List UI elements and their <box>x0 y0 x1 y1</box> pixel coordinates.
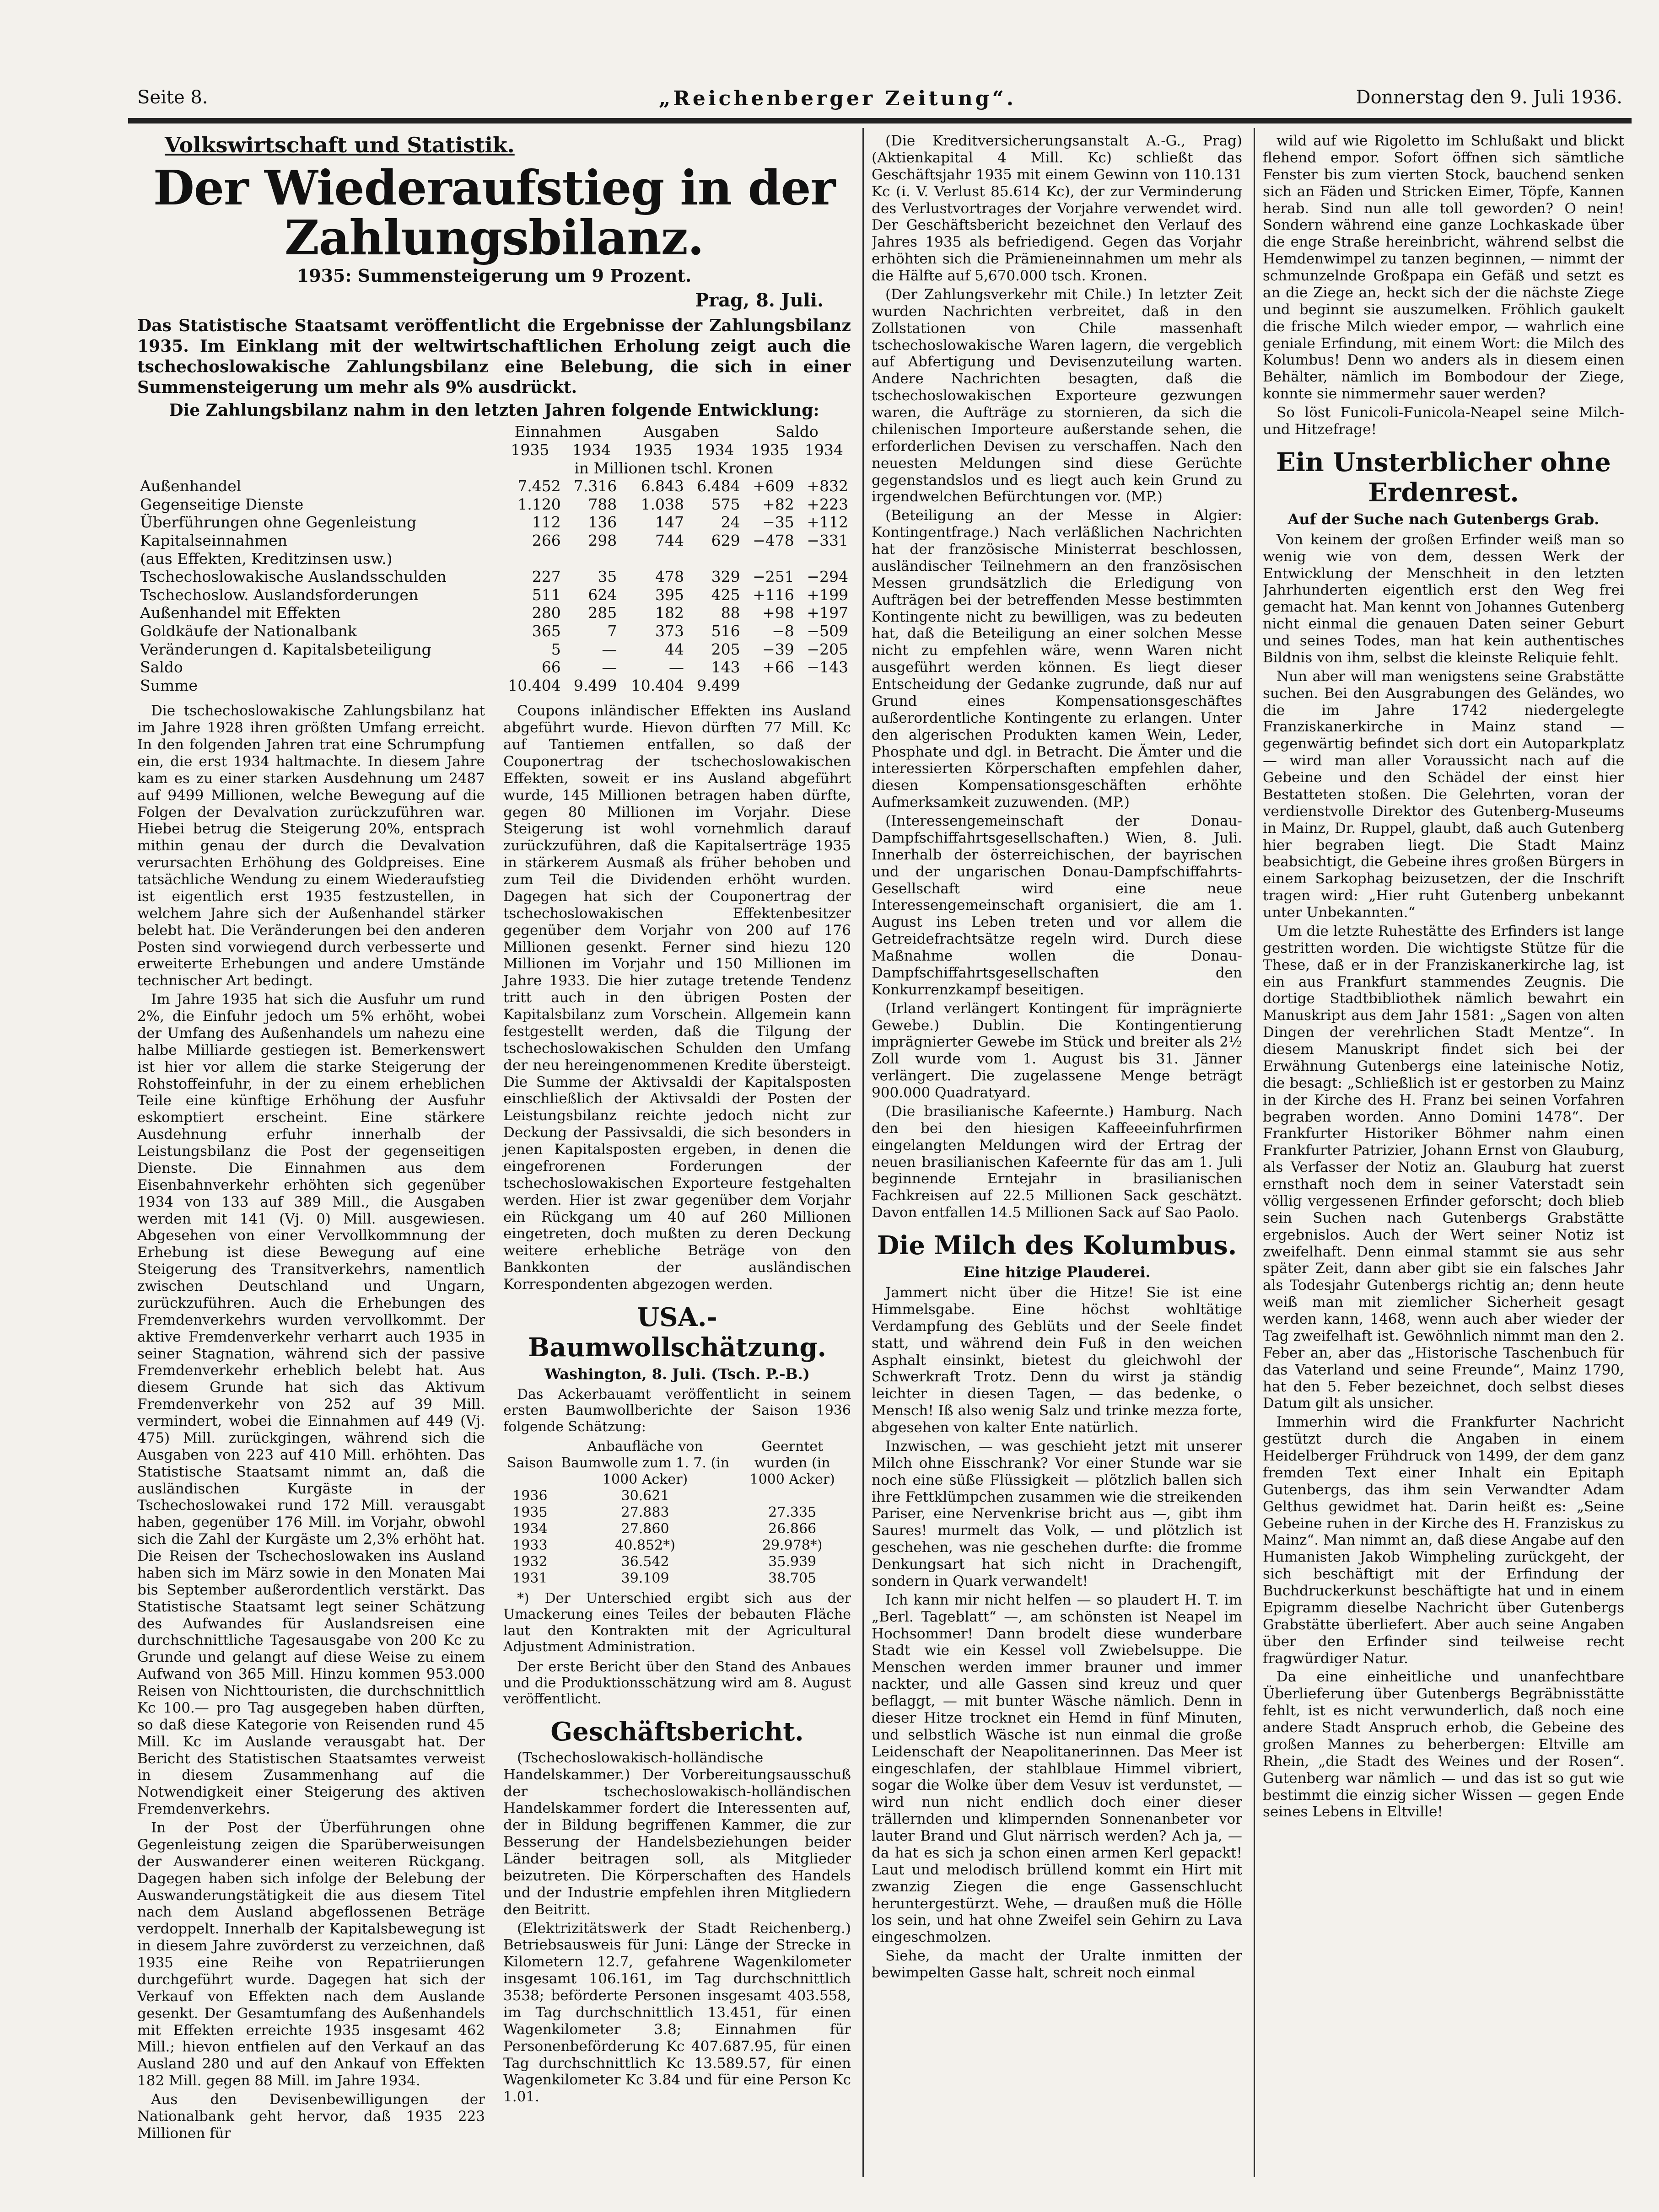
cotton-cell: 27.335 <box>768 1504 817 1521</box>
table-row <box>137 550 851 568</box>
table-row <box>137 586 851 604</box>
news-item: (Irland verlängert Kontingent für imprägnierte Gewebe.) Dublin. Die Kontingentierung imprägnierter Gewebe im Stück und breiter als 2½ Zoll wurde vom 1. August bis 31. Jänner verlängert. Die zugelassene Menge beträgt 900.000 Quadratyard. <box>872 1000 1242 1101</box>
table-cell: 365 <box>532 622 561 640</box>
table-cell: 6.484 <box>697 477 740 495</box>
table-cell: +832 <box>807 477 848 495</box>
table-cell <box>743 550 797 568</box>
section-title: Volkswirtschaft und Statistik. <box>165 133 515 157</box>
table-cell: 298 <box>588 531 617 549</box>
table-cell <box>137 441 496 459</box>
table-cell: 280 <box>532 604 561 622</box>
table-cell: 629 <box>711 531 740 549</box>
cotton-cell: 1934 <box>512 1521 548 1537</box>
news-item: (Die brasilianische Kafeernte.) Hamburg. Nach den bei den hiesigen Kaffeeeinfuhrfirmen eingelangten Meldungen wird der Ertrag der neuen brasilianischen Kafeernte für das am 1. Juli beginnende Erntejahr in brasilianischen Fachkreisen auf 22.5 Millionen Sack geschätzt. Davon entfallen 14.5 Millionen Sack auf Sao Paolo. <box>872 1103 1242 1221</box>
cotton-cell: 35.939 <box>768 1554 817 1570</box>
table-row-label: Veränderungen d. Kapitalsbeteiligung <box>140 640 431 658</box>
milk-paragraph: Jammert nicht über die Hitze! Sie ist eine Himmelsgabe. Eine höchst wohltätige Verdampfung des Geblüts und der Seele findet statt, und während dein Fuß in den weichen Asphalt einsinkt, bietest du gleichwohl der Schwerkraft Trotz. Denn du wirst ja ständig leichter in diesen Tagen, — das bedenke, o Mensch! Iß also wenig Salz und trinke mezza forte, abgesehen von kalter Ente natürlich. <box>872 1284 1242 1436</box>
table-cell: 285 <box>588 604 617 622</box>
cotton-cell: 1932 <box>512 1554 548 1570</box>
article-column-right <box>503 703 851 2143</box>
table-row <box>137 513 851 532</box>
table-row-label: Überführungen ohne Gegenleistung <box>140 513 417 532</box>
table-cell: 1.120 <box>517 495 561 513</box>
cotton-footnote: *) Der Unterschied ergibt sich aus der Umackerung eines Teiles der bebauten Fläche laut den Kontrakten mit der Agricultural Adjustment Administration. <box>503 1590 851 1655</box>
table-row <box>137 676 851 695</box>
table-cell: 147 <box>655 513 684 532</box>
gutenberg-paragraph: Da eine einheitliche und unanfechtbare Überlieferung über Gutenbergs Begräbnisstätte fehlt, ist es nicht verwunderlich, daß noch eine andere Stadt Anspruch erhob, die Gebeine des großen Mannes zu beherbergen: Eltville am Rhein, „die Stadt des Weines und der Rosen“. Gutenberg war nämlich — und das ist so gut wie bestimmt die einzig sicher Wissen — gegen Ende seines Lebens in Eltville! <box>1263 1669 1624 1820</box>
table-cell: 5 <box>551 640 561 658</box>
table-row <box>137 640 851 659</box>
table-cell: −251 <box>753 568 794 586</box>
table-cell: 624 <box>588 585 617 604</box>
table-row <box>137 622 851 640</box>
cotton-cell: 30.621 <box>621 1488 669 1504</box>
table-row-label: Goldkäufe der Nationalbank <box>140 622 357 640</box>
page-number: Seite 8. <box>137 87 208 108</box>
milk-paragraph: wild auf wie Rigoletto im Schlußakt und blickt flehend empor. Sofort öffnen sich sämtliche Fenster bis zum vierten Stock, bauchend senken sich an Fäden und Stricken Eimer, Töpfe, Kannen herab. Sind nun alle toll geworden? O nein! Sondern während eine ganze Lochkaskade über die enge Straße hereinbricht, während selbst die Hemdenwimpel zu tanzen beginnen, — nimmt der schmunzelnde Großpapa ein Gefäß und setzt es an die Ziege an, heckt sich der die nächste Ziege und beginnt sie auszumelken. Fröhlich gaukelt die frische Milch wieder empor, — wahrlich eine geniale Erfindung, mit einem Wort: die Milch des Kolumbus! Denn wo anders als in diesem einen Behälter, nämlich im Bombodour der Ziege, konnte sie nimmermehr sauer werden? <box>1263 133 1624 403</box>
cotton-header-cell: Anbaufläche von Baumwolle zum 1. 7. (in 1000 Acker) <box>561 1439 730 1488</box>
table-cell: −35 <box>762 513 794 532</box>
table-group-label: Ausgaben <box>643 423 719 441</box>
table-cell: +609 <box>753 477 794 495</box>
table-cell: — <box>602 640 617 658</box>
news-item: (Beteiligung an der Messe in Algier: Kontingentfrage.) Nach verläßlichen Nachrichten hat der französische Ministerrat beschlossen, ausländischer Teilnehmern an den französischen Messen grundsätzlich die Erledigung von Aufträgen bei der betreffenden Messe bestimmten Kontingente nicht zu bewilligen, was zu bedeuten hat, daß die Beteiligung an einer solchen Messe nicht zu empfehlen wäre, wenn Waren nicht ausgeführt werden können. Es liegt dieser Entscheidung der Gedanke zugrunde, daß nur auf Grund eines Kompensationsgeschäftes außerordentliche Kontingente zu erlangen. Unter den algerischen Produkten kamen Wein, Leder, Phosphate und dgl. in Betracht. Die Ämter und die interessierten Körperschaften empfehlen daher, diesen Kompensationsgeschäften erhöhte Aufmerksamkeit zuzuwenden. (MP.) <box>872 507 1242 811</box>
table-cell: 24 <box>721 513 740 532</box>
cotton-cell: 1935 <box>512 1504 548 1521</box>
table-cell: — <box>669 658 684 676</box>
table-cell: 9.499 <box>573 676 617 694</box>
table-cell: 10.404 <box>631 676 684 694</box>
table-cell: −143 <box>807 658 848 676</box>
table-cell: 9.499 <box>697 676 740 694</box>
table-cell: −509 <box>807 622 848 640</box>
table-cell: +197 <box>807 604 848 622</box>
news-column <box>872 133 1242 2182</box>
cotton-header-cell: Saison <box>507 1455 553 1471</box>
milk-paragraph: Ich kann mir nicht helfen — so plaudert H. T. im „Berl. Tageblatt“ —, am schönsten ist Neapel im Hochsommer! Dann brodelt diese wunderbare Stadt wie ein Kessel voll Zwiebelsuppe. Die Menschen werden immer brauner und immer nackter, und alle Gassen sind kreuz und quer beflaggt, — mit bunter Wäsche nämlich. Denn in dieser Hitze trocknet ein Hemd in fünf Minuten, und selbstlich Wäsche ist nun einmal die große Leidenschaft der Neapolitanerinnen. Das Meer ist eingeschlafen, der stahlblaue Himmel vibriert, sogar die Wolke über dem Vesuv ist verdunstet, — wird nun nicht endlich doch einer dieser trällernden und klimpernden Sonnenanbeter vor lauter Brand und Glut närrisch werden? Ach ja, — da hat es sich ja schon einen armen Kerl gepackt! Laut und melodisch brüllend kommt ein Hirt mit zwanzig Ziegen die enge Gassenschlucht heruntergestürzt. Wehe, — draußen muß die Hölle los sein, und hat ohne Zweifel sein Gehirn zu Lava eingeschmolzen. <box>872 1591 1242 1946</box>
table-row-label: Gegenseitige Dienste <box>140 495 304 513</box>
cotton-cell: 29.978*) <box>762 1537 823 1554</box>
cotton-intro: Das Ackerbauamt veröffentlicht in seinem ersten Baumwollberichte der Saison 1936 folgende Schätzung: <box>503 1386 851 1435</box>
table-cell: 266 <box>532 531 561 549</box>
business-headline: Geschäftsbericht. <box>550 1716 804 1747</box>
article-dateline: Prag, 8. Juli. <box>695 290 824 311</box>
article-paragraph: In der Post der Überführungen ohne Gegenleistung zeigen die Sparüberweisungen der Auswanderer einen weiteren Rückgang. Dagegen haben sich infolge der Belebung der Auswanderungstätigkeit die aus diesem Titel nach dem Ausland abgeflossenen Beträge verdoppelt. Innerhalb der Kapitalsbewegung ist in diesem Jahre zuvörderst zu verzeichnen, daß 1935 eine Reihe von Repatriierungen durchgeführt wurde. Dagegen hat sich der Verkauf von Effekten nach dem Auslande gesenkt. Der Gesamtumfang des Außenhandels mit Effekten erreichte 1935 insgesamt 462 Mill.; hievon entfielen auf den Verkauf an das Ausland 280 und auf den Ankauf von Effekten 182 Mill. gegen 88 Mill. im Jahre 1934. <box>137 1820 485 2089</box>
table-cell <box>797 550 851 568</box>
article-paragraph: Im Jahre 1935 hat sich die Ausfuhr um rund 2%, die Einfuhr jedoch um 5% erhöht, wobei der Umfang des Außenhandels um nahezu eine halbe Milliarde gestiegen ist. Bemerkenswert ist hier vor allem die starke Steigerung der Rohstoffeinfuhr, in der zu einem erheblichen Teile eine künftige Erhöhung der Ausfuhr eskomptiert erscheint. Eine stärkere Ausdehnung erfuhr innerhalb der Leistungsbilanz die Post der gegenseitigen Dienste. Die Einnahmen aus dem Eisenbahnverkehr erhöhten sich gegenüber 1934 von 133 auf 389 Mill., die Ausgaben werden mit 141 (Vj. 0) Mill. ausgewiesen. Abgesehen von einer Vervollkommnung der Erhebung ist diese Bewegung auf eine Steigerung des Transitverkehrs, namentlich zwischen Deutschland und Ungarn, zurückzuführen. Auch die Erhebungen des Fremdenverkehrs wurden vervollkommt. Der aktive Fremdenverkehr verharrt auch 1935 in seiner Stagnation, während sich der passive Fremdenverkehr erheblich belebt hat. Aus diesem Grunde hat sich das Aktivum Fremdenverkehr von 252 auf 39 Mill. vermindert, wobei die Einnahmen auf 449 (Vj. 475) Mill. zurückgingen, während sich die Ausgaben von 223 auf 410 Mill. erhöhten. Das Statistische Staatsamt nimmt an, daß die ausländischen Kurgäste in der Tschechoslowakei rund 172 Mill. verausgabt haben, gegenüber 176 Mill. im Vorjahr, obwohl sich die Zahl der Kurgäste um 2,3% erhöht hat. Die Reisen der Tschechoslowaken ins Ausland haben sich im März sowie in den Monaten Mai bis September außerordentlich verstärkt. Das Statistische Staatsamt legt seiner Schätzung des Aufwandes für Auslandsreisen eine durchschnittliche Tagesausgabe von 200 Kc zu Grunde und gelangt auf diese Weise zu einem Aufwand von 365 Mill. Hinzu kommen 953.000 Reisen von Nichttouristen, die durchschnittlich Kc 100.— pro Tag ausgegeben haben dürften, so daß diese Kategorie von Reisenden rund 45 Mill. Kc im Auslande verausgabt hat. Der Bericht des Statistischen Staatsamtes verweist in diesem Zusammenhang auf die Notwendigkeit einer Steigerung des aktiven Fremdenverkehrs. <box>137 991 485 1818</box>
table-cell: −331 <box>807 531 848 549</box>
table-cell: 575 <box>711 495 740 513</box>
table-cell: 182 <box>655 604 684 622</box>
milk-paragraph: So löst Funicoli-Funicola-Neapel seine Milch- und Hitzefrage! <box>1263 404 1624 438</box>
table-cell: 329 <box>711 568 740 586</box>
table-cell <box>797 676 851 695</box>
table-row <box>137 658 851 676</box>
table-row-label: Summe <box>140 676 198 694</box>
table-row <box>137 532 851 550</box>
table-cell: +112 <box>807 513 848 532</box>
table-year-label: 1934 <box>695 440 734 459</box>
table-cell: 1.038 <box>641 495 684 513</box>
article-lead: Das Statistische Staatsamt veröffentlicht die Ergebnisse der Zahlungsbilanz 1935. Im Einklang mit der weltwirtschaftlichen Erholung zeigt auch die tschechoslowakische Zahlungsbilanz eine Belebung, die sich in einer Summensteigerung um mehr als 9% ausdrückt. <box>137 316 851 397</box>
table-cell: 227 <box>532 568 561 586</box>
table-year-header <box>137 441 851 459</box>
table-cell: 35 <box>598 568 617 586</box>
issue-date: Donnerstag den 9. Juli 1936. <box>1356 87 1622 108</box>
cotton-note: Der erste Bericht über den Stand des Anbaues und die Produktionsschätzung wird am 8. August veröffentlicht. <box>503 1659 851 1707</box>
table-cell: 395 <box>655 585 684 604</box>
table-row-label: Saldo <box>140 658 183 676</box>
table-year-label: 1934 <box>572 440 611 459</box>
table-group-header <box>137 423 851 441</box>
table-cell <box>137 423 496 441</box>
table-cell: 44 <box>665 640 684 658</box>
cotton-cell: 1931 <box>512 1570 548 1587</box>
table-row-label: Außenhandel mit Effekten <box>140 604 341 622</box>
table-cell: −478 <box>753 531 794 549</box>
gutenberg-paragraph: Von keinem der großen Erfinder weiß man so wenig wie von dem, dessen Werk der Entwicklung der Menschheit in den letzten Jahrhunderten eigentlich erst den Weg frei gemacht hat. Man kennt von Johannes Gutenberg nicht einmal die genauen Daten seiner Geburt und seines Todes, man hat kein authentisches Bildnis von ihm, selbst die kleinste Reliquie fehlt. <box>1263 531 1624 666</box>
cotton-cell: 27.883 <box>621 1504 669 1521</box>
news-item: (Interessengemeinschaft der Donau-Dampfschiffahrtsgesellschaften.) Wien, 8. Juli. Innerhalb der österreichischen, der bayrischen und der ungarischen Donau-Dampfschiffahrts-Gesellschaft wird eine neue Interessengemeinschaft organisiert, die am 1. August ins Leben treten und vor allem die Getreidefrachtsätze regeln wird. Durch diese Maßnahme wollen die Donau-Dampfschiffahrtsgesellschaften den Konkurrenzkampf beseitigen. <box>872 813 1242 998</box>
cotton-cell: 1933 <box>512 1537 548 1554</box>
table-cell: 478 <box>655 568 684 586</box>
table-cell: 6.843 <box>641 477 684 495</box>
table-cell: 744 <box>655 531 684 549</box>
table-year-label: 1935 <box>634 440 673 459</box>
cotton-cell: 26.866 <box>768 1521 817 1537</box>
news-item: (Die Kreditversicherungsanstalt A.-G., Prag) (Aktienkapital 4 Mill. Kc) schließt das Geschäftsjahr 1935 mit einem Gewinn von 110.131 Kc (i. V. Verlust 85.614 Kc), der zur Verminderung des Verlustvortrages der Vorjahre verwendet wird. Der Geschäftsbericht bezeichnet den Verlauf des Jahres 1935 als befriedigend. Gegen das Vorjahr erhöhten sich die Prämieneinnahmen um mehr als die Hälfte auf 5,670.000 tsch. Kronen. <box>872 133 1242 284</box>
table-cell <box>564 550 620 568</box>
business-paragraph: (Elektrizitätswerk der Stadt Reichenberg.) Betriebsausweis für Juni: Länge der Strecke in Kilometern 12.7, gefahrene Wagenkilometer insgesamt 106.161, im Tag durchschnittlich 3538; beförderte Personen insgesamt 403.558, im Tag durchschnittlich 13.451, für einen Wagenkilometer 3.8; Einnahmen für Personenbeförderung Kc 407.687.95, für einen Tag durchschnittlich Kc 13.589.57, für einen Wagenkilometer Kc 3.84 und für eine Person Kc 1.01. <box>503 1920 851 2105</box>
gutenberg-subheadline: Auf der Suche nach Gutenbergs Grab. <box>1287 510 1600 528</box>
page-header <box>137 87 1622 119</box>
balance-table <box>137 423 851 694</box>
column-divider <box>862 128 864 2177</box>
table-row-label: Kapitalseinnahmen <box>140 531 288 549</box>
milk-headline: Die Milch des Kolumbus. <box>877 1230 1237 1261</box>
cotton-row <box>503 1570 851 1587</box>
table-cell: 511 <box>532 585 561 604</box>
cotton-cell: 27.860 <box>621 1521 669 1537</box>
table-cell: +116 <box>753 585 794 604</box>
cotton-row <box>503 1521 851 1537</box>
table-cell: 373 <box>655 622 684 640</box>
cotton-table <box>503 1439 851 1587</box>
table-cell <box>137 459 496 478</box>
table-cell: −294 <box>807 568 848 586</box>
cotton-row <box>503 1537 851 1554</box>
article-headline: Der Wiederaufstieg in der Zahlungsbilanz. <box>153 160 835 266</box>
feuilleton-column <box>1263 133 1624 2182</box>
table-cell: — <box>602 658 617 676</box>
cotton-cell: 40.852*) <box>615 1537 675 1554</box>
table-cell: 205 <box>711 640 740 658</box>
newspaper-title: „Reichenberger Zeitung“. <box>659 87 1017 110</box>
table-year-label: 1935 <box>511 440 549 459</box>
table-cell: 516 <box>711 622 740 640</box>
table-cell: 7.316 <box>573 477 617 495</box>
table-cell: 788 <box>588 495 617 513</box>
table-cell <box>743 676 797 695</box>
gutenberg-headline: Ein Unsterblicher ohne Erdenrest. <box>1276 447 1611 508</box>
table-cell: 7 <box>607 622 617 640</box>
table-cell: −39 <box>762 640 794 658</box>
column-divider <box>1254 128 1255 2177</box>
cotton-row <box>503 1554 851 1570</box>
table-cell <box>687 550 743 568</box>
table-cell: 136 <box>588 513 617 532</box>
table-cell <box>496 550 564 568</box>
article-column-left <box>137 703 485 2143</box>
economy-section <box>137 133 851 2182</box>
cotton-headline: USA.-Baumwollschätzung. <box>528 1302 827 1363</box>
cotton-cell: 36.542 <box>621 1554 669 1570</box>
cotton-row <box>503 1504 851 1521</box>
cotton-dateline: Washington, 8. Juli. (Tsch. P.-B.) <box>544 1365 810 1383</box>
table-cell <box>619 550 687 568</box>
milk-paragraph: Siehe, da macht der Uralte inmitten der bewimpelten Gasse halt, schreit noch einmal <box>872 1948 1242 1981</box>
table-year-label: 1935 <box>750 440 789 459</box>
table-group-label: Saldo <box>775 423 819 441</box>
table-cell: +199 <box>807 585 848 604</box>
table-group-label: Einnahmen <box>514 423 602 441</box>
cotton-header-cell: Geerntet wurden (in 1000 Acker) <box>749 1439 835 1488</box>
table-cell: 112 <box>532 513 561 532</box>
table-row <box>137 604 851 622</box>
table-cell: +82 <box>762 495 794 513</box>
table-cell: +98 <box>762 604 794 622</box>
table-row-label: Tschechoslowakische Auslandsschulden <box>140 568 447 586</box>
news-item: (Der Zahlungsverkehr mit Chile.) In letzter Zeit wurden Nachrichten verbreitet, daß in den Zollstationen von Chile massenhaft tschechoslowakische Waren lagern, die vergeblich auf Abfertigung und Devisenzuteilung warten. Andere Nachrichten besagten, daß die tschechoslowakischen Exporteure gezwungen waren, die Aufträge zu stornieren, da sich die chilenischen Importeure außerstande sehen, die erforderlichen Devisen zu verschaffen. Nach den neuesten Meldungen sind diese Gerüchte gegenstandslos und es liegt auch kein Grund zu irgendwelchen Befürchtungen vor. (MP.) <box>872 286 1242 505</box>
table-cell: 7.452 <box>517 477 561 495</box>
table-unit-label: in Millionen tschl. Kronen <box>574 459 773 477</box>
table-cell: −205 <box>807 640 848 658</box>
cotton-row <box>503 1488 851 1504</box>
article-paragraph: Aus den Devisenbewilligungen der Nationalbank geht hervor, daß 1935 223 Millionen für <box>137 2091 485 2142</box>
business-paragraph: (Tschechoslowakisch-holländische Handelskammer.) Der Vorbereitungsausschuß der tschechoslowakisch-holländischen Handelskammer fordert die Interessenten auf, der in Bildung begriffenen Kammer, die zur Besserung der Handelsbeziehungen beider Länder beitragen soll, als Mitglieder beizutreten. Die Körperschaften des Handels und der Industrie empfehlen ihren Mitgliedern den Beitritt. <box>503 1749 851 1918</box>
header-rule <box>128 118 1632 123</box>
table-cell: 66 <box>541 658 561 676</box>
article-subheadline: 1935: Summensteigerung um 9 Prozent. <box>296 265 692 286</box>
table-cell: 425 <box>711 585 740 604</box>
article-paragraph: Die tschechoslowakische Zahlungsbilanz hat im Jahre 1928 ihren größten Umfang erreicht. In den folgenden Jahren trat eine Schrumpfung ein, die erst 1934 haltmachte. In diesem Jahre kam es zu einer starken Ausdehnung um 2487 auf 9499 Millionen, welche Bewegung auf die Folgen der Devalvation zurückzuführen war. Hiebei betrug die Steigerung 20%, entsprach mithin genau der durch die Devalvation verursachten Erhöhung des Goldpreises. Eine tatsächliche Wendung zu einem Wiederaufstieg ist eigentlich erst 1935 festzustellen, in welchem Jahre sich der Außenhandel stärker belebt hat. Die Veränderungen bei den anderen Posten sind vorwiegend durch verbesserte und erweiterte Erhebungen und andere Umstände technischer Art bedingt. <box>137 703 485 989</box>
table-row-label: (aus Effekten, Kreditzinsen usw.) <box>140 549 393 568</box>
table-cell: +66 <box>762 658 794 676</box>
table-unit-row <box>137 459 851 478</box>
table-row <box>137 477 851 495</box>
table-cell: 143 <box>711 658 740 676</box>
cotton-header-row <box>503 1439 851 1488</box>
table-intro: Die Zahlungsbilanz nahm in den letzten Jahren folgende Entwicklung: <box>169 401 819 420</box>
table-row-label: Außenhandel <box>140 477 242 495</box>
cotton-cell: 38.705 <box>768 1570 817 1587</box>
gutenberg-paragraph: Nun aber will man wenigstens seine Grabstätte suchen. Bei den Ausgrabungen des Geländes, wo die im Jahre 1742 niedergelegte Franziskanerkirche in Mainz stand — gegenwärtig befindet sich dort ein Autoparkplatz — wird man aller Voraussicht nach auf die Gebeine und den Schädel der einst hier Bestatteten stoßen. Die Gelehrten, voran der verdienstvolle Direktor des Gutenberg-Museums in Mainz, Dr. Ruppel, glaubt, daß auch Gutenberg hier begraben liegt. Die Stadt Mainz beabsichtigt, die Gebeine ihres großen Bürgers in einem Sarkophag beizusetzen, der die Inschrift tragen wird: „Hier ruht Gutenberg unbekannt unter Unbekannten.“ <box>1263 668 1624 921</box>
table-row <box>137 495 851 514</box>
table-cell: −8 <box>772 622 794 640</box>
table-cell: 88 <box>721 604 740 622</box>
table-row-label: Tschechoslow. Auslandsforderungen <box>140 585 419 604</box>
cotton-cell: 39.109 <box>621 1570 669 1587</box>
table-year-label: 1934 <box>804 440 843 459</box>
cotton-cell <box>733 1488 851 1504</box>
table-cell: 10.404 <box>508 676 561 694</box>
milk-paragraph: Inzwischen, — was geschieht jetzt mit unserer Milch ohne Eisschrank? Vor einer Stunde war sie noch eine süße Flüssigkeit — plötzlich ballen sich ihre Fettklümpchen zusammen wie die streikenden Pariser, eine Nervenkrise bricht aus —, gibt ihm Saures! murmelt das Volk, — und plötzlich ist geschehen, was nie geschehen durfte: die fromme Denkungsart hat sich nicht in Drachengift, sondern in Quark verwandelt! <box>872 1438 1242 1589</box>
table-cell: +223 <box>807 495 848 513</box>
cotton-cell: 1936 <box>512 1488 548 1504</box>
gutenberg-paragraph: Immerhin wird die Frankfurter Nachricht gestützt durch die Angaben in einem Heidelberger Frühdruck von 1499, der dem ganz fremden Text einer Inhalt ein Epitaph Gutenbergs, das ihm sein Verwandter Adam Gelthus gewidmet hat. Darin heißt es: „Seine Gebeine ruhen in der Kirche des H. Franziskus zu Mainz“. Man nimmt an, daß diese Angabe auf den Humanisten Jakob Wimpheling zurückgeht, der sich beschäftigt mit der Erfindung der Buchdruckerkunst beschäftigte hat und in einem Epigramm dieselbe Nachricht über Gutenbergs Grabstätte überliefert. Aber auch seine Angaben über den Erfinder sind teilweise recht fragwürdiger Natur. <box>1263 1414 1624 1667</box>
milk-subheadline: Eine hitzige Plauderei. <box>963 1263 1151 1281</box>
article-paragraph: Coupons inländischer Effekten ins Ausland abgeführt wurde. Hievon dürften 77 Mill. Kc auf Tantiemen entfallen, so daß der Couponertrag der tschechoslowakischen Effekten, soweit er ins Ausland abgeführt wurde, 145 Millionen betragen haben dürfte, gegen 80 Millionen im Vorjahr. Diese Steigerung ist wohl vornehmlich darauf zurückzuführen, daß die Kapitalserträge 1935 in stärkerem Ausmaß als früher behoben und zum Teil die Dividenden erhöht wurden. Dagegen hat sich der Couponertrag der tschechoslowakischen Effektenbesitzer gegenüber dem Vorjahr von 200 auf 176 Millionen gesenkt. Ferner sind hiezu 120 Millionen im Vorjahr und 150 Millionen im Jahre 1933. Die hier zutage tretende Tendenz tritt auch in den übrigen Posten der Kapitalsbilanz zum Vorschein. Allgemein kann festgestellt werden, daß die Tilgung der tschechoslowakischen Schulden den Umfang der neu hereingenommenen Kredite übersteigt. Die Summe der Aktivsaldi der Kapitalsposten einschließlich der Aktivsaldi der Posten der Leistungsbilanz reichte jedoch nicht zur Deckung der Passivsaldi, die sich besonders in jenen Kapitalsposten ergeben, in denen die eingefrorenen Forderungen der tschechoslowakischen Exporteure festgehalten werden. Hier ist zwar gegenüber dem Vorjahr ein Rückgang um 40 auf 260 Millionen eingetreten, doch mußten zu deren Deckung weitere erhebliche Beträge von den Bankkonten der ausländischen Korrespondenten abgezogen werden. <box>503 703 851 1293</box>
table-row <box>137 568 851 586</box>
gutenberg-paragraph: Um die letzte Ruhestätte des Erfinders ist lange gestritten worden. Die wichtigste Stütze für die These, daß er in der Franziskanerkirche lag, ist ein aus Frankfurt stammendes Zeugnis. Die dortige Stadtbibliothek nämlich bewahrt ein Manuskript aus dem Jahr 1581: „Sagen von alten Dingen der verehrlichen Stadt Mentze“. In diesem Manuskript findet sich bei der Erwähnung Gutenbergs eine lateinische Notiz, die besagt: „Schließlich ist er gestorben zu Mainz in der Kirche des H. Franz bei seinen Vorfahren begraben worden. Anno Domini 1478“. Der Frankfurter Historiker Böhmer nahm einen Frankfurter Patrizier, Johann Ernst von Glauburg, als Verfasser der Notiz an. Glauburg hat zuerst ernsthaft noch dem in seiner Vaterstadt sein völlig vergessenen Erfinder geforscht; doch blieb sein Suchen nach Gutenbergs Grabstätte ergebnislos. Auch der Wert seiner Notiz ist zweifelhaft. Denn einmal stammt sie aus sehr später Zeit, dann aber gibt sie ein falsches Jahr als Todesjahr Gutenbergs richtig an; denn heute weiß man mit ziemlicher Sicherheit gesagt werden kann, 1468, wenn auch aber wieder der Tag zweifelhaft ist. Gewöhnlich nimmt man den 2. Feber an, aber das „Historische Taschenbuch für das Vaterland und seine Freunde“, Mainz 1790, hat den 5. Feber bezeichnet, doch selbst dieses Datum gilt als unsicher. <box>1263 923 1624 1412</box>
